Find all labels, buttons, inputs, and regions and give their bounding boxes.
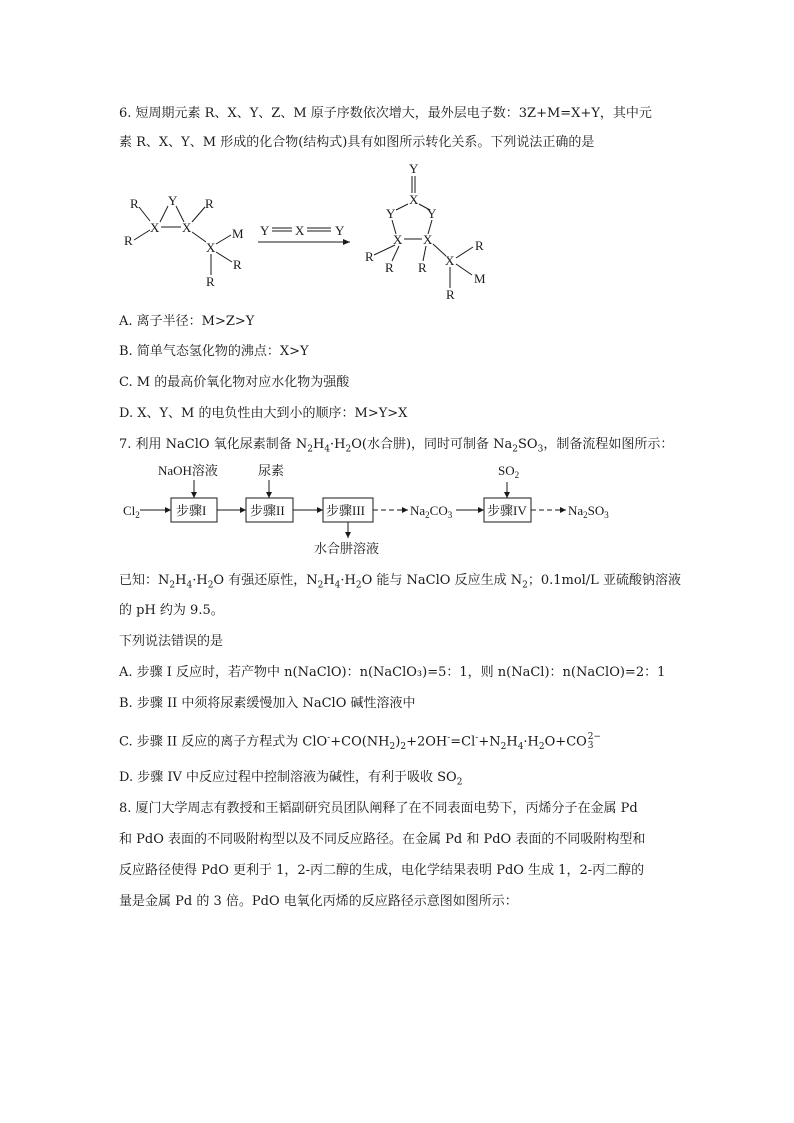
q7-option-c: C. 步骤 II 反应的离子方程式为 $ClO^-+CO(NH_2)_2+2OH^-=Cl^-+N_2H_4\cdot H_2O+CO$ 2− 3	[119, 732, 602, 753]
q6-reaction-diagram	[110, 160, 510, 310]
reagent-atom: Y	[335, 223, 345, 238]
q7-stem: 7. 利用 NaClO 氧化尿素制备 $N_2H_4\cdot H_2O$(水合肼)，同时可制备 $Na_2SO_3$，制备流程如图所示：	[119, 437, 674, 455]
step1-label: 步骤I	[176, 503, 207, 518]
q7-known-line2: 的 pH 约为 9.5。	[119, 603, 224, 618]
q7-option-b: B. 步骤 II 中须将尿素缓慢加入 NaClO 碱性溶液中	[119, 696, 416, 711]
atom-label: R	[446, 287, 455, 302]
q7-prompt: 下列说法错误的是	[119, 634, 224, 649]
final-product-na2so3: $Na_2SO_3$	[568, 503, 609, 520]
q6-stem-line2: 素 R、X、Y、M 形成的化合物(结构式)具有如图所示转化关系。下列说法正确的是	[119, 135, 595, 150]
reagent-naoh: NaOH溶液	[158, 463, 218, 478]
q8-line1: 8. 厦门大学周志有教授和王韬副研究员团队阐释了在不同表面电势下，丙烯分子在金属 Pd	[119, 801, 638, 816]
atom-label: R	[385, 260, 394, 275]
q6-stem-line1: 6. 短周期元素 R、X、Y、Z、M 原子序数依次增大，最外层电子数：3Z+M=X+Y，其中元	[119, 106, 652, 121]
atom-label: Y	[427, 206, 437, 221]
atom-label: R	[206, 274, 215, 289]
input-cl2: $Cl_2$	[123, 503, 140, 520]
q8-line3: 反应路径使得 PdO 更利于 1，2-丙二醇的生成，电化学结果表明 PdO 生成 1，2-丙二醇的	[119, 863, 645, 878]
atom-label: X	[150, 220, 160, 235]
atom-label: X	[206, 240, 216, 255]
atom-label: R	[205, 196, 214, 211]
reaction-arrow	[258, 223, 350, 245]
byproduct-hydrazine: 水合肼溶液	[314, 541, 380, 556]
atom-label: M	[474, 271, 486, 286]
reagent-atom: Y	[260, 223, 270, 238]
product-structure	[365, 161, 486, 302]
atom-label: Y	[386, 206, 396, 221]
atom-label: Y	[409, 161, 419, 176]
atom-label: X	[182, 220, 192, 235]
step2-label: 步骤II	[250, 503, 285, 518]
atom-label: R	[233, 257, 242, 272]
atom-label: Y	[168, 193, 178, 208]
q7-flow-chart	[118, 458, 638, 563]
atom-label: X	[409, 192, 419, 207]
q7-known-line1: 已知：$N_2H_4\cdot H_2O$ 有强还原性，$N_2H_4\cdot H_2O$ 能与 NaClO 反应生成 $N_2$；0.1mol/L 亚硫酸钠溶液	[119, 573, 681, 591]
atom-label: R	[124, 233, 133, 248]
atom-label: X	[393, 232, 403, 247]
q7-option-d: D. 步骤 IV 中反应过程中控制溶液为碱性，有利于吸收 $SO_2$	[119, 770, 463, 788]
q8-line4: 量是金属 Pd 的 3 倍。PdO 电氧化丙烯的反应路径示意图如图所示：	[119, 894, 518, 909]
step4-label: 步骤IV	[487, 503, 527, 518]
atom-label: R	[418, 260, 427, 275]
reactant-structure	[124, 193, 244, 289]
q6-option-b: B. 简单气态氢化物的沸点：X>Y	[119, 344, 309, 359]
atom-label: M	[232, 226, 244, 241]
q6-option-c: C. M 的最高价氧化物对应水化物为强酸	[119, 375, 350, 390]
step3-label: 步骤III	[326, 503, 365, 518]
mid-product-na2co3: $Na_2CO_3$	[410, 503, 453, 520]
q7-option-a: A. 步骤 I 反应时，若产物中 n(NaClO)：n(NaClO₃)=5：1，则 n(NaCl)：n(NaClO)=2：1	[119, 665, 666, 680]
atom-label: R	[365, 249, 374, 264]
atom-label: R	[475, 238, 484, 253]
reagent-so2: $SO_2$	[498, 463, 520, 480]
q6-option-a: A. 离子半径：M>Z>Y	[119, 314, 255, 329]
atom-label: X	[423, 232, 433, 247]
atom-label: R	[130, 196, 139, 211]
atom-label: X	[445, 253, 455, 268]
reagent-urea: 尿素	[258, 463, 285, 478]
q8-line2: 和 PdO 表面的不同吸附构型以及不同反应路径。在金属 Pd 和 PdO 表面的不同吸附构型和	[119, 832, 646, 847]
q6-option-d: D. X、Y、M 的电负性由大到小的顺序：M>Y>X	[119, 406, 408, 421]
reagent-atom: X	[295, 223, 305, 238]
